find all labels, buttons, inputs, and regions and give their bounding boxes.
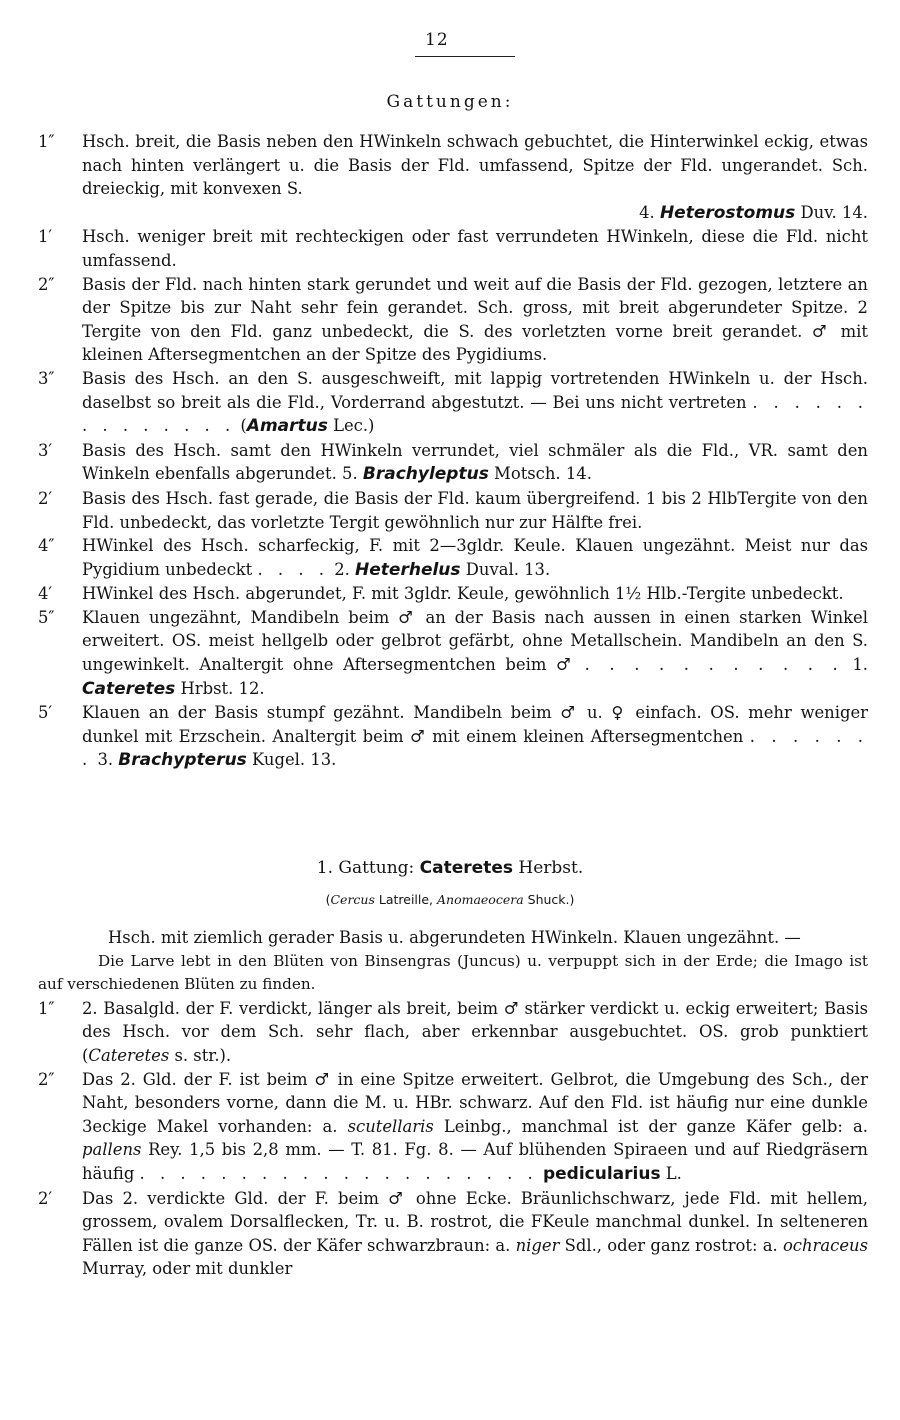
key-result: 4. Heterostomus Duv. 14. (639, 202, 868, 223)
key-number: 1′ (38, 227, 53, 247)
genus-name: Amartus (246, 416, 328, 437)
key-text: Das 2. verdickte Gld. der F. beim ♂ ohne Ecke. Bräunlichschwarz, jede Fld. mit hellem, grossem, ovalem Dorsalflecken, Tr. u. B. rostrot, die FKeule manchmal dunkel. In selteneren Fällen ist die ganze OS. der Käfer schwarzbraun: a. niger Sdl., oder ganz rostrot: a. ochraceus Murray, oder mit dunkler (82, 1188, 868, 1279)
key-text: Das 2. Gld. der F. ist beim ♂ in eine Spitze erweitert. Gelbrot, die Umgebung des Sch., der Naht, besonders vorne, dann die M. u. HBr. schwarz. Auf den Fld. ist häufig nur eine dunkle 3eckige Makel vorhanden: a. scutellaris Leinbg., manchmal ist der ganze Käfer gelb: a. pallens Rey. 1,5 bis 2,8 mm. — T. 81. Fg. 8. — Auf blühenden Spiraeen und auf Riedgräsern häufig . . . . . . . . . . . . . . . . . . . . pedicularius L. (82, 1069, 869, 1184)
species-name: pedicularius (542, 1163, 661, 1184)
genus-key (38, 130, 868, 773)
genus-name: Brachyleptus (362, 464, 489, 485)
key-text: Klauen ungezähnt, Mandibeln beim ♂ an der Basis nach aussen in einen starken Winkel erweitert. OS. meist hellgelb oder gelbrot gefärbt, ohne Metallschein. Mandibeln an den S. ungewinkelt. Analtergit ohne Aftersegmentchen beim ♂ . . . . . . . . . . . 1. Cateretes Hrbst. 12. (82, 607, 868, 699)
key-text: Basis des Hsch. samt den HWinkeln verrundet, viel schmäler als die Fld., VR. samt den Winkeln ebenfalls abgerundet. 5. Brachyleptus Motsch. 14. (82, 440, 868, 485)
genus-name: Cateretes (82, 678, 176, 699)
genus-diagnosis: Hsch. mit ziemlich gerader Basis u. abgerundeten HWinkeln. Klauen ungezähnt. — (108, 928, 801, 947)
key-number: 1″ (38, 998, 55, 1018)
genus-name: Heterhelus (355, 559, 461, 580)
page-number: 12 (425, 30, 449, 50)
larva-note: Die Larve lebt in den Blüten von Binsengras (Juncus) u. verpuppt sich in der Erde; die Imago ist auf verschiedenen Blüten zu finden. (38, 951, 868, 994)
key-number: 2′ (38, 1188, 53, 1208)
key-number: 5′ (38, 703, 53, 723)
key-text: Basis des Hsch. an den S. ausgeschweift, mit lappig vortretenden HWinkeln u. der Hsch. daselbst so breit als die Fld., Vorderrand abgestutzt. — Bei uns nicht vertreten . . . . . . . . . . . . . . (Amartus Lec.) (82, 368, 869, 437)
key-entry (38, 130, 868, 225)
species-key-entry (38, 997, 868, 1068)
key-text: Hsch. breit, die Basis neben den HWinkeln schwach gebuchtet, die Hinterwinkel eckig, etwas nach hinten verlängert u. die Basis der Fld. umfassend, Spitze der Fld. ungerandet. Sch. dreieckig, mit konvexen S. 4. Heterostomus Duv. 14. (82, 130, 868, 225)
key-number: 3′ (38, 440, 53, 460)
key-number: 5″ (38, 607, 55, 627)
species-key-entry (38, 1187, 868, 1281)
section-heading: Gattungen: (386, 92, 514, 112)
key-entry (38, 367, 868, 439)
key-text: Basis des Hsch. fast gerade, die Basis der Fld. kaum übergreifend. 1 bis 2 HlbTergite von den Fld. unbedeckt, das vorletzte Tergit gewöhnlich nur zur Hälfte frei. (82, 488, 868, 532)
key-entry (38, 582, 868, 606)
key-entry (38, 606, 868, 701)
key-entry (38, 487, 868, 534)
key-text: Klauen an der Basis stumpf gezähnt. Mandibeln beim ♂ u. ♀ einfach. OS. mehr weniger dunkel mit Erzschein. Analtergit beim ♂ mit einem kleinen Aftersegmentchen . . . . . . . 3. Brachypterus Kugel. 13. (82, 703, 869, 771)
genus-name: Heterostomus (659, 202, 796, 223)
key-text: 2. Basalgld. der F. verdickt, länger als breit, beim ♂ stärker verdickt u. eckig erweitert; Basis des Hsch. vor dem Sch. sehr flach, aber erkennbar ausgebuchtet. OS. grob punktiert (Cateretes s. str.). (82, 998, 868, 1065)
key-entry (38, 225, 868, 272)
key-number: 4″ (38, 536, 55, 556)
key-number: 1″ (38, 132, 55, 151)
key-text: HWinkel des Hsch. abgerundet, F. mit 3gldr. Keule, gewöhnlich 1½ Hlb.-Tergite unbedeckt. (82, 584, 844, 604)
key-entry (38, 701, 868, 773)
species-key-entry (38, 1068, 868, 1187)
key-number: 2″ (38, 1069, 55, 1089)
page-number-rule (415, 56, 515, 57)
key-entry (38, 273, 868, 367)
key-entry (38, 439, 868, 487)
genus-title: 1. Gattung: Cateretes Herbst. (316, 858, 584, 878)
genus-description (38, 926, 868, 1281)
genus-name: Brachypterus (118, 750, 247, 771)
genus-synonyms: (Cercus Latreille, Anomaeocera Shuck.) (325, 892, 575, 907)
key-text: Basis der Fld. nach hinten stark gerundet und weit auf die Basis der Fld. gezogen, letztere an der Spitze bis zur Naht sehr fein gerandet. Sch. gross, mit breit abgerundeter Spitze. 2 Tergite von den Fld. ganz unbedeckt, die S. des vorletzten vorne breit gerandet. ♂ mit kleinen Aftersegmentchen an der Spitze des Pygidiums. (82, 274, 868, 365)
key-number: 3″ (38, 368, 55, 388)
key-number: 2″ (38, 274, 55, 294)
key-text: Hsch. weniger breit mit rechteckigen oder fast verrundeten HWinkeln, diese die Fld. nicht umfassend. (82, 227, 868, 270)
key-number: 4′ (38, 584, 53, 604)
key-text: HWinkel des Hsch. scharfeckig, F. mit 2—3gldr. Keule. Klauen ungezähnt. Meist nur das Pygidium unbedeckt . . . . 2. Heterhelus Duval. 13. (82, 536, 868, 580)
key-entry (38, 534, 868, 582)
key-number: 2′ (38, 488, 53, 508)
